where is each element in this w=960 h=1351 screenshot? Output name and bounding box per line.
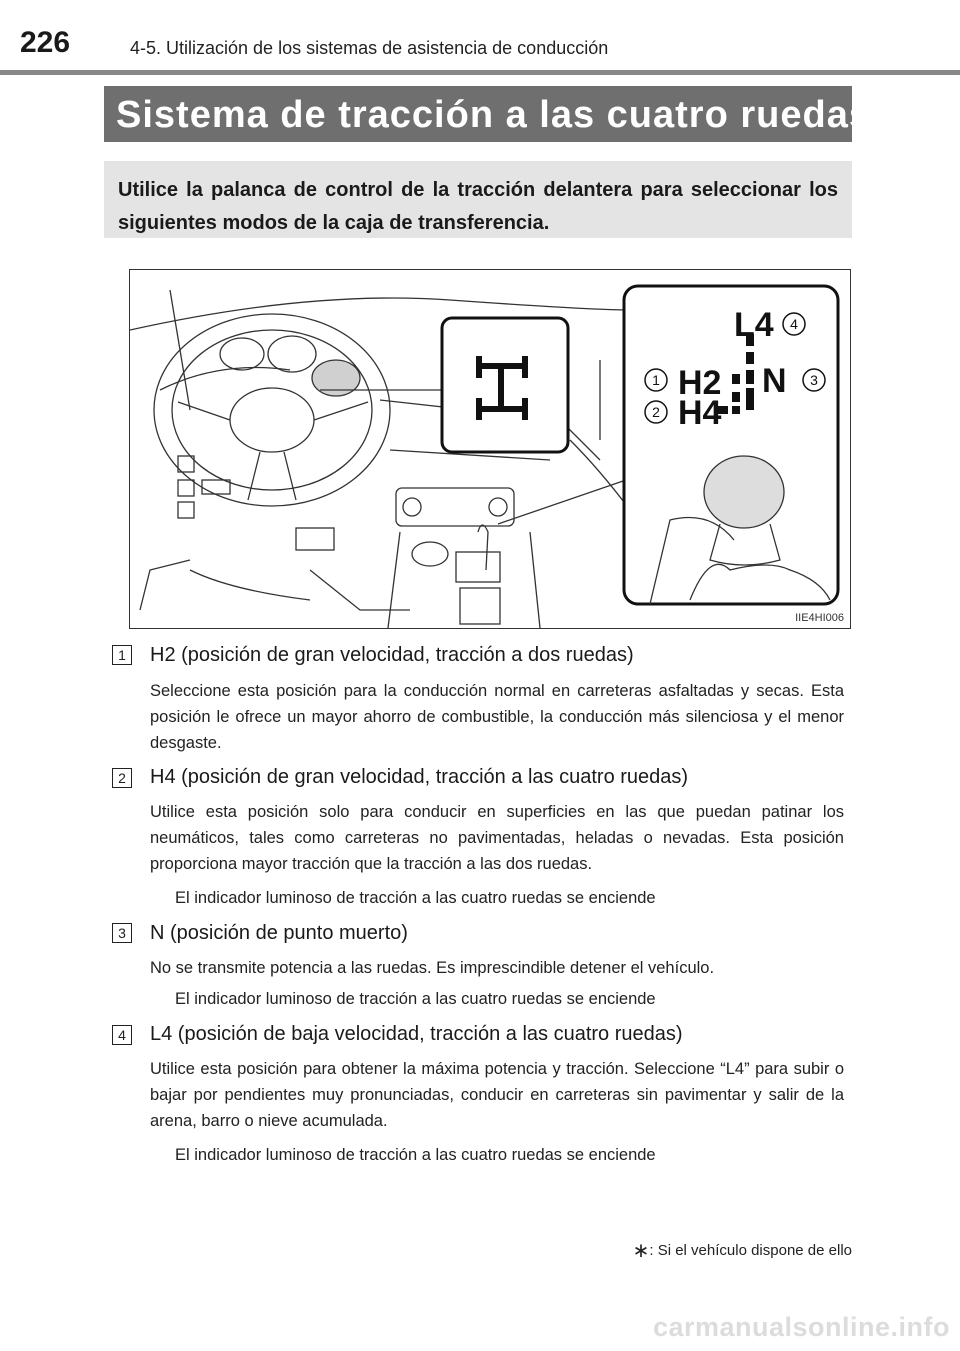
item-title-l4: L4 (posición de baja velocidad, tracción a las cuatro ruedas) <box>150 1023 683 1045</box>
item-title-h4: H4 (posición de gran velocidad, tracción a las cuatro ruedas) <box>150 766 689 788</box>
header-rule <box>0 70 960 75</box>
callout-3: 3 <box>810 372 818 388</box>
item-number-3: 3 <box>112 923 132 943</box>
indicator-note-n: El indicador luminoso de tracción a las cuatro ruedas se enciende <box>175 990 656 1008</box>
item-text-n: No se transmite potencia a las ruedas. Es imprescindible detener el vehículo. <box>150 959 715 977</box>
footnote-marker: ∗ <box>632 1240 650 1262</box>
indicator-note-h4: El indicador luminoso de tracción a las cuatro ruedas se enciende <box>175 889 656 907</box>
shift-label-h4: H4 <box>678 394 722 432</box>
footnote <box>633 1238 852 1263</box>
callout-4: 4 <box>790 316 798 332</box>
item-number-4: 4 <box>112 1025 132 1045</box>
shift-label-n: N <box>762 362 787 400</box>
callout-2: 2 <box>652 404 660 420</box>
watermark-text: carmanualsonline.info <box>652 1312 950 1342</box>
footnote-text: : Si el vehículo dispone de ello <box>649 1242 852 1259</box>
running-header: 4-5. Utilización de los sistemas de asistencia de conducción <box>130 38 609 58</box>
item-text-l4: Utilice esta posición para obtener la máxima potencia y tracción. Seleccione “L4” para subir o bajar por pendientes muy pronunciadas, conducir en carreteras sin pavimentar y salir de la arena, barro o nieve acumulada. <box>150 1060 844 1130</box>
dashboard-drawing <box>130 270 852 630</box>
dashboard-illustration <box>129 269 851 629</box>
callout-1: 1 <box>652 372 660 388</box>
shift-label-l4: L4 <box>734 306 774 344</box>
section-title-bar <box>104 86 891 142</box>
shift-label-h2: H2 <box>678 364 722 402</box>
item-text-h4: Utilice esta posición solo para conducir en superficies en las que puedan patinar los neumáticos, tales como carreteras no pavimentadas, heladas o nevadas. Esta posición proporciona mayor tracción que la tracción a las dos ruedas. <box>150 803 844 873</box>
item-number-2: 2 <box>112 768 132 788</box>
figure-code: IIE4HI006 <box>795 612 844 624</box>
item-number-1: 1 <box>112 645 132 665</box>
optional-equipment-marker: ∗ <box>870 92 891 117</box>
intro-box: Utilice la palanca de control de la tracción delantera para seleccionar los siguientes modos de la caja de transferencia. <box>104 161 852 238</box>
indicator-note-l4: El indicador luminoso de tracción a las cuatro ruedas se enciende <box>175 1146 656 1164</box>
section-title: Sistema de tracción a las cuatro ruedas <box>116 94 871 136</box>
item-title-n: N (posición de punto muerto) <box>150 922 408 944</box>
item-text-h2: Seleccione esta posición para la conducción normal en carreteras asfaltadas y secas. Esta posición le ofrece un mayor ahorro de combustible, la conducción más silenciosa y el menor desgaste. <box>150 682 844 752</box>
item-title-h2: H2 (posición de gran velocidad, tracción a dos ruedas) <box>150 644 634 666</box>
page-number: 226 <box>20 26 71 59</box>
